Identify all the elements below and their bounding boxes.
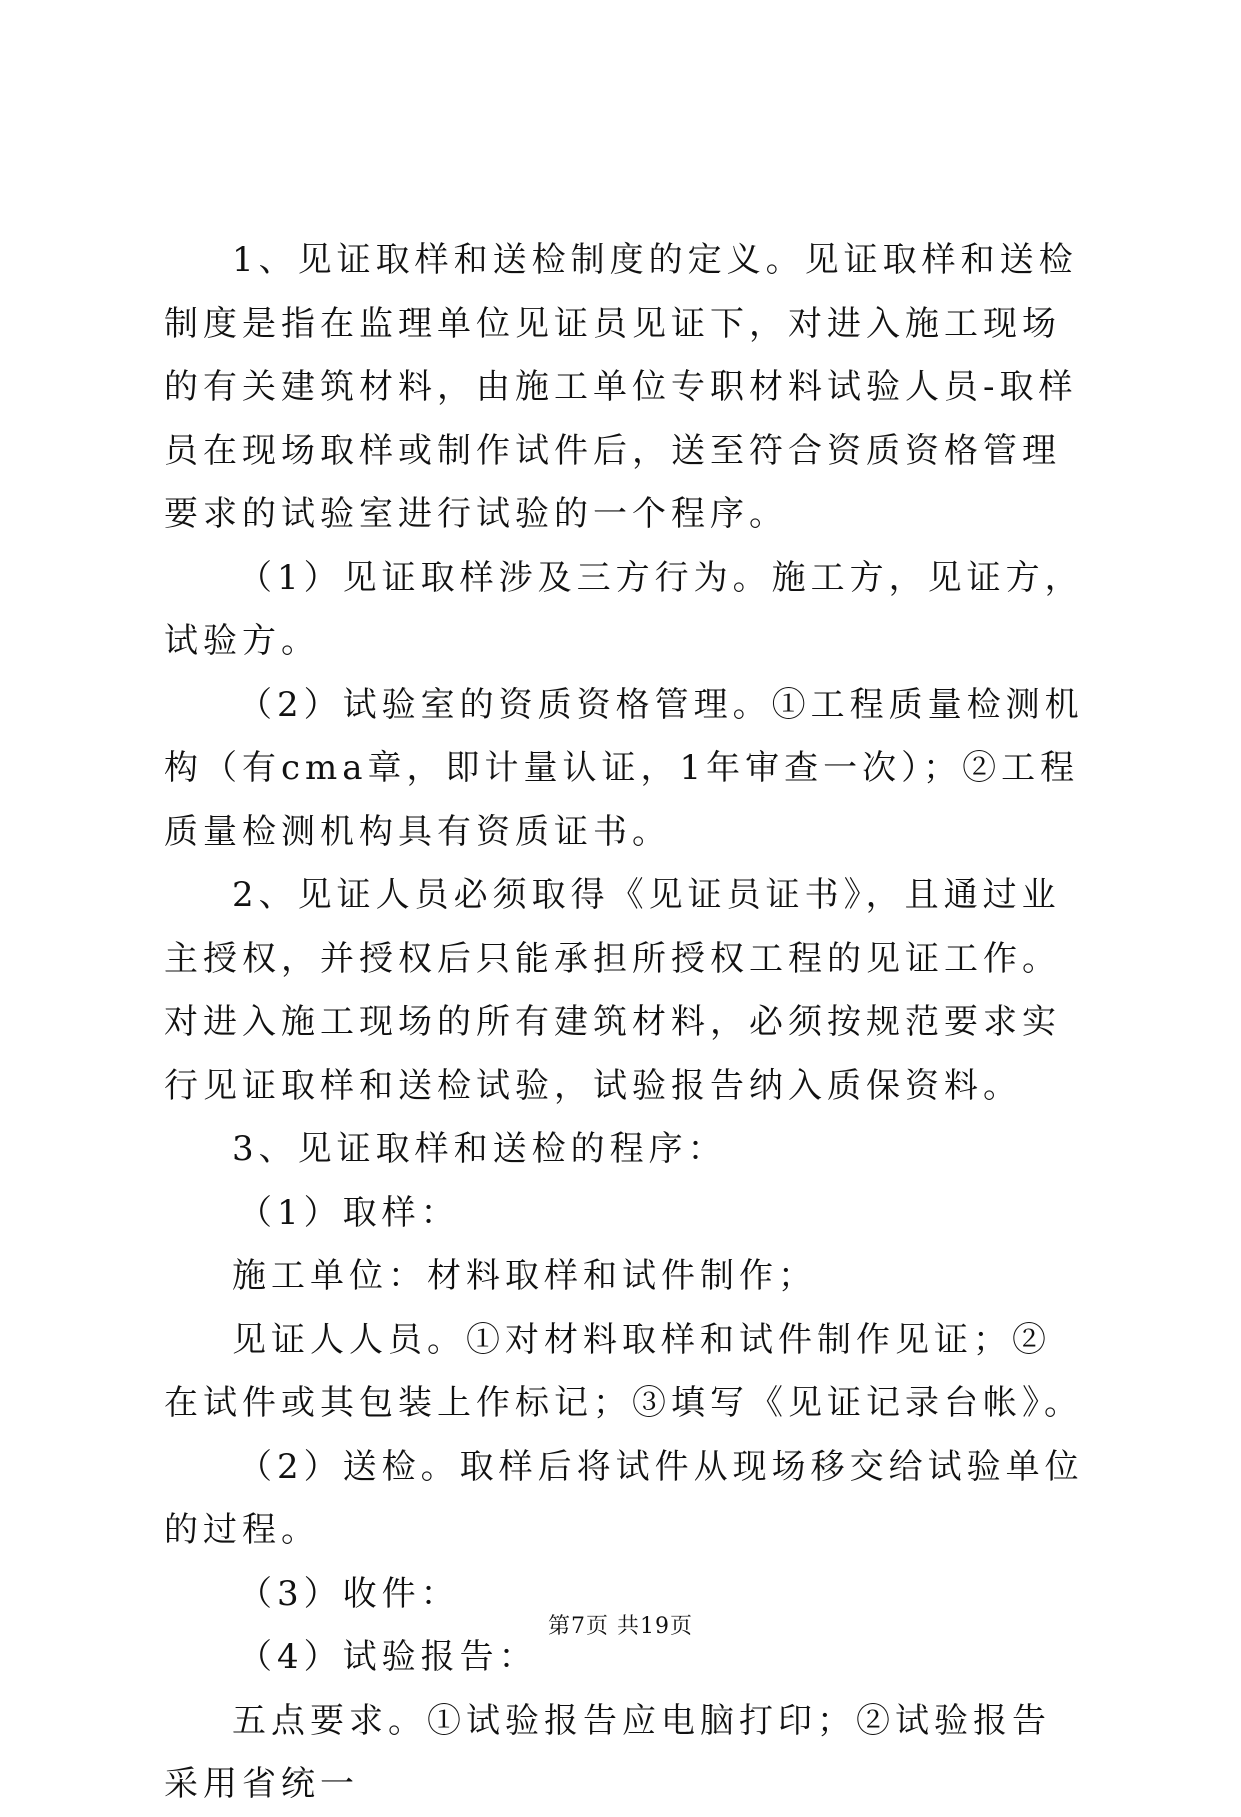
document-body (164, 229, 1084, 1817)
paragraph-procedure-heading: 3、见证取样和送检的程序： (232, 1129, 727, 1169)
paragraph-delivery: （2）送检。取样后将试件从现场移交给试验单位的过程。 (164, 1446, 1084, 1550)
paragraph-test-report: （4）试验报告： (238, 1637, 538, 1677)
paragraph-receipt: （3）收件： (238, 1573, 460, 1614)
paragraph-lab-qualification: （2）试验室的资质资格管理。①工程质量检测机构（有cma章，即计量认证，1年审查一次）；②工程质量检测机构具有资质证书。 (164, 684, 1084, 852)
paragraph-five-requirements: 五点要求。①试验报告应电脑打印；②试验报告采用省统一 (164, 1700, 1051, 1804)
paragraph-three-parties: （1）见证取样涉及三方行为。施工方，见证方，试验方。 (164, 557, 1084, 661)
paragraph-witness-duties: 见证人人员。①对材料取样和试件制作见证；②在试件或其包装上作标记；③填写《见证记录台帐》。 (164, 1319, 1083, 1423)
paragraph-construction-unit: 施工单位：材料取样和试件制作； (232, 1256, 817, 1296)
page-footer: 第7页 共19页 (548, 1614, 693, 1639)
paragraph-witness-personnel: 2、见证人员必须取得《见证员证书》，且通过业主授权，并授权后只能承担所授权工程的见证工作。对进入施工现场的所有建筑材料，必须按规范要求实行见证取样和送检试验，试验报告纳入质保资料。 (164, 875, 1061, 1106)
paragraph-sampling: （1）取样： (238, 1192, 460, 1233)
paragraph-definition: 1、见证取样和送检制度的定义。见证取样和送检制度是指在监理单位见证员见证下，对进入施工现场的有关建筑材料，由施工单位专职材料试验人员-取样员在现场取样或制作试件后，送至符合资质资格管理要求的试验室进行试验的一个程序。 (164, 240, 1078, 534)
